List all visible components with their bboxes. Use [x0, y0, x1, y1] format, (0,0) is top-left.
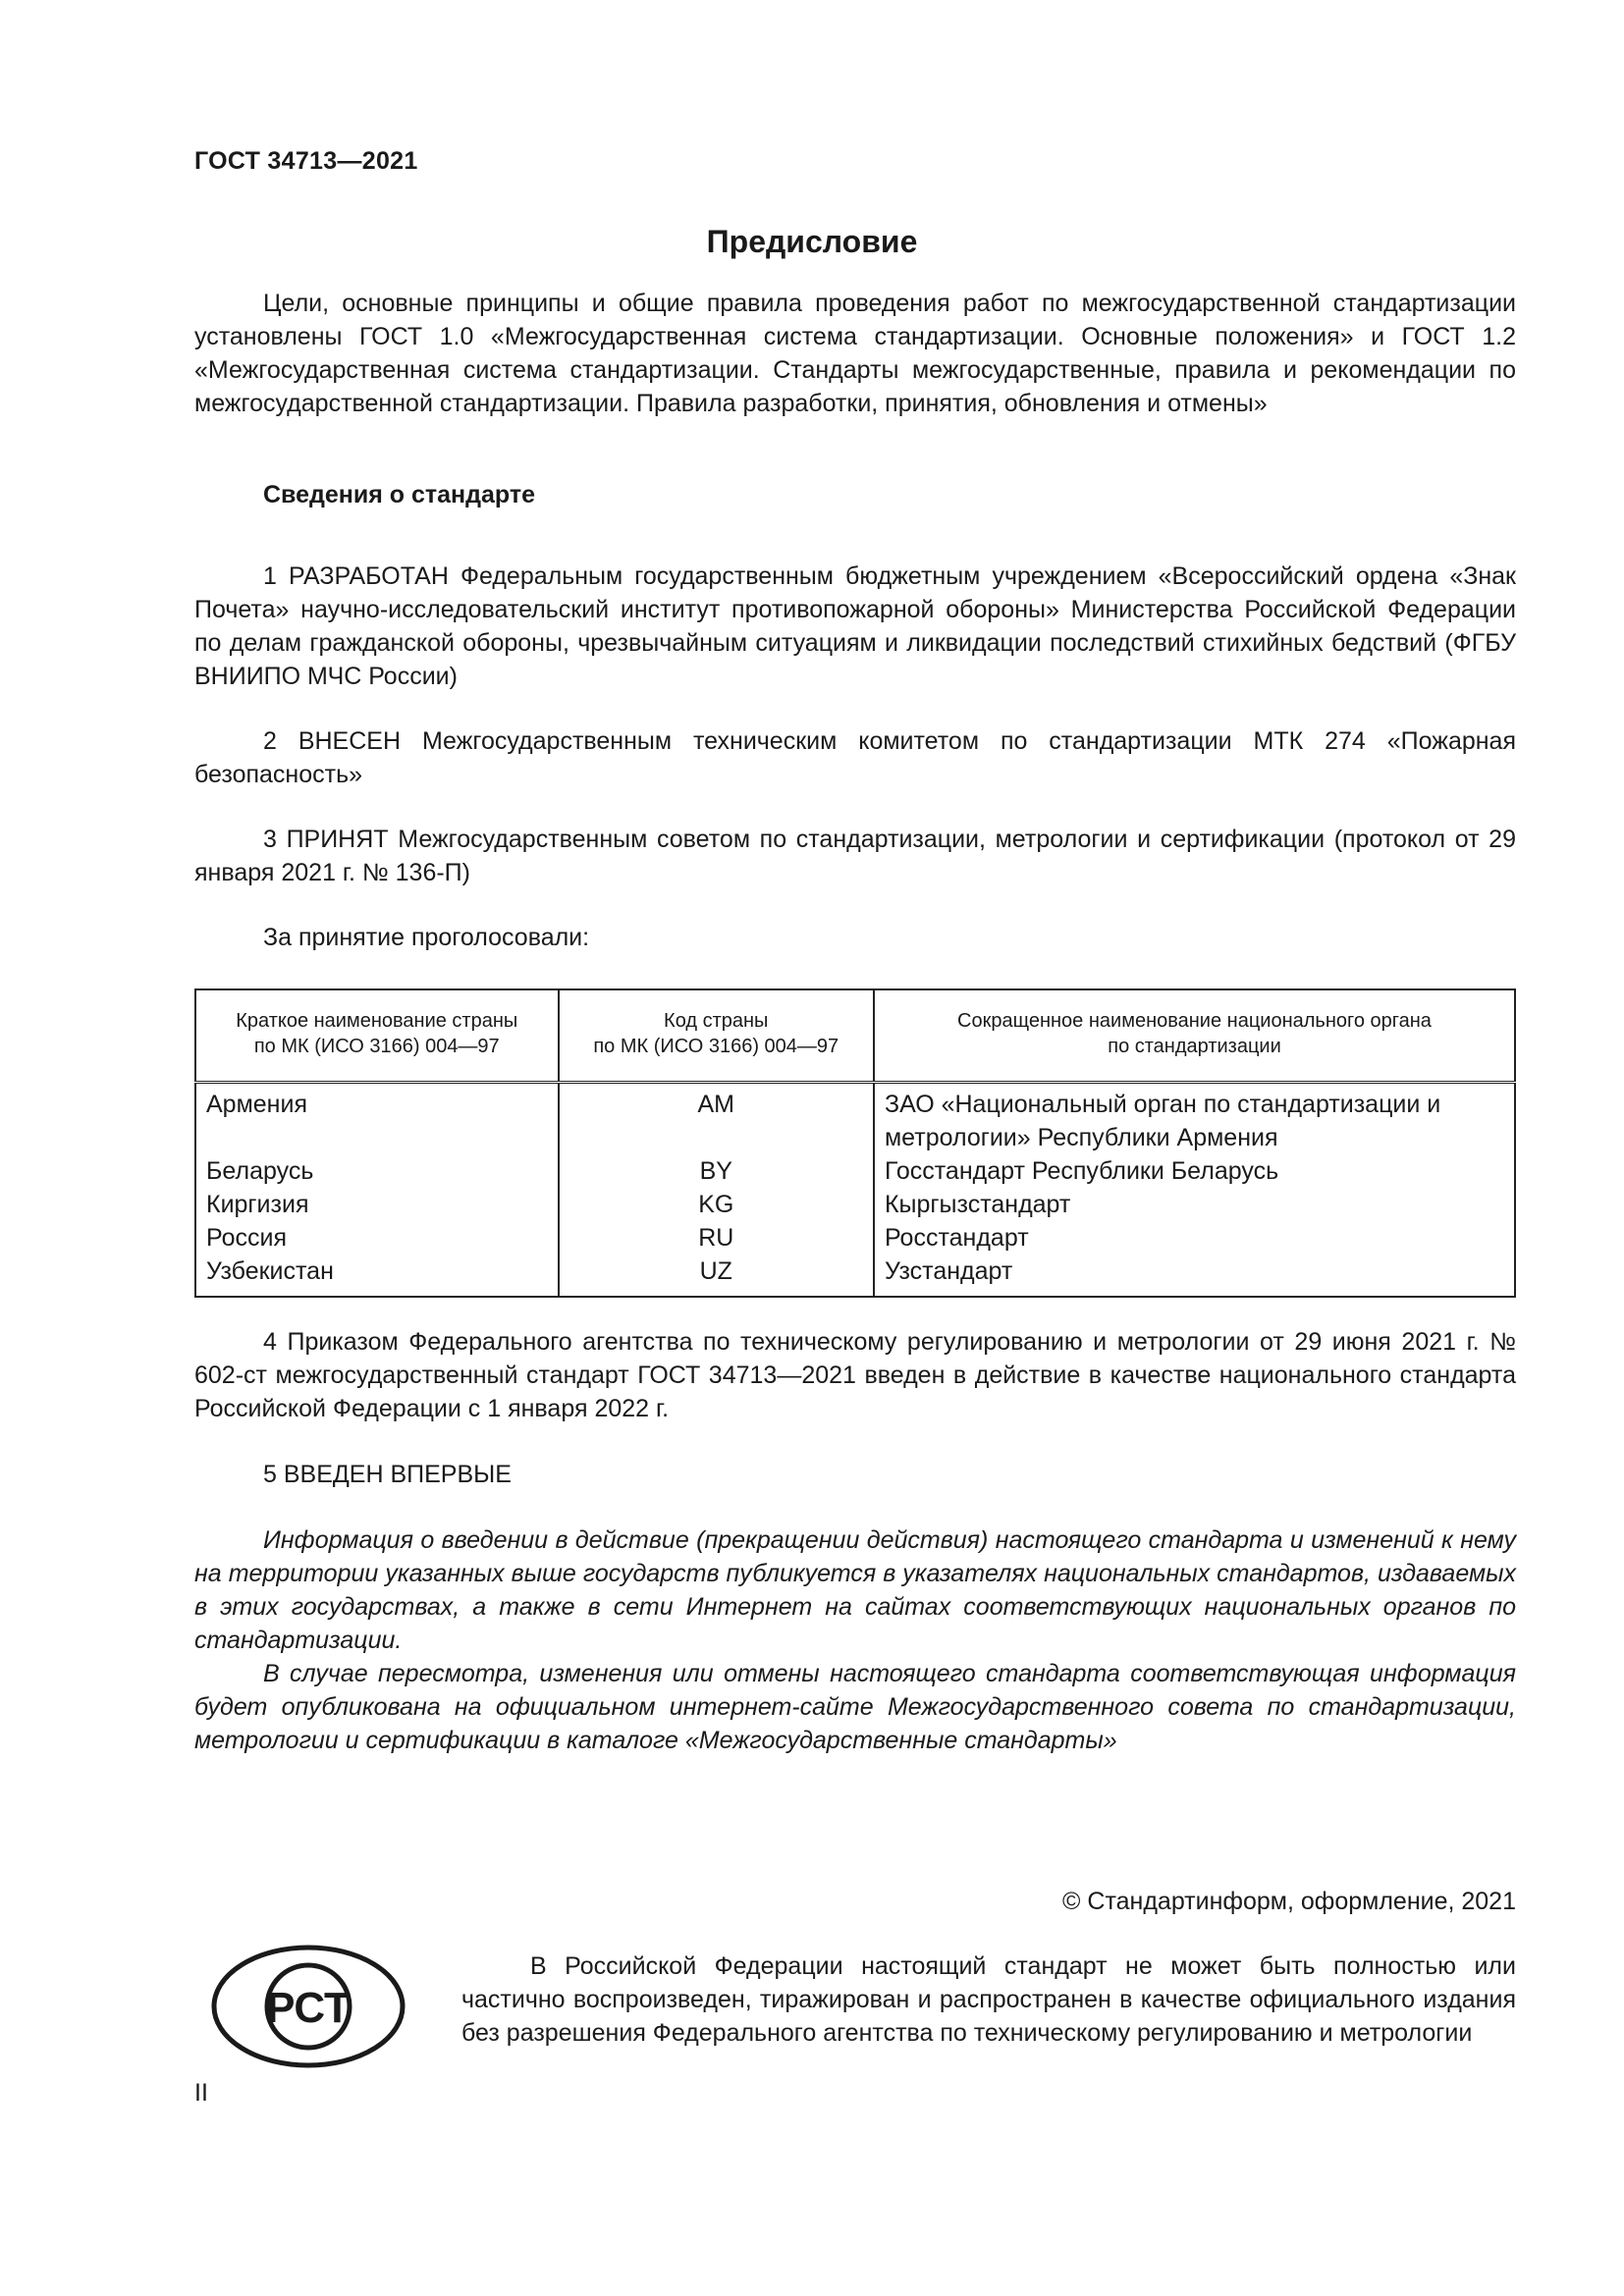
document-code: ГОСТ 34713—2021 [194, 147, 418, 175]
table-row [195, 1255, 1515, 1297]
header-country-code: Код страны по МК (ИСО 3166) 004—97 [559, 989, 874, 1083]
item-1-paragraph: 1 РАЗРАБОТАН Федеральным государственным бюджетным учреждением «Всероссийский ордена «Знак Почета» научно-исследовательский институт противопожарной обороны» Министерства Российской Федерации по делам гражданской обороны, чрезвычайным ситуациям и ликвидации последствий стихийных бедствий (ФГБУ ВНИИПО МЧС России) [194, 562, 1516, 690]
revision-note: В случае пересмотра, изменения или отмены настоящего стандарта соответствующая информация будет опубликована на официальном интернет-сайте Межгосударственного совета по стандартизации, метрологии и сертификации в каталоге «Межгосударственные стандарты» [194, 1660, 1516, 1754]
code-cell: AM [559, 1083, 874, 1155]
country-cell: Россия [195, 1221, 559, 1255]
item-2-paragraph: 2 ВНЕСЕН Межгосударственным техническим комитетом по стандартизации МТК 274 «Пожарная безопасность» [194, 727, 1516, 788]
page-number: II [194, 2079, 208, 2107]
body-cell: Кыргызстандарт [874, 1188, 1515, 1221]
body-cell: ЗАО «Национальный орган по стандартизации и метрологии» Республики Армения [874, 1083, 1515, 1155]
intro-paragraph: Цели, основные принципы и общие правила проведения работ по межгосударственной стандартизации установлены ГОСТ 1.0 «Межгосударственная система стандартизации. Основные положения» и ГОСТ 1.2 «Межгосударственная система стандартизации. Стандарты межгосударственные, правила и рекомендации по межгосударственной стандартизации. Правила разработки, принятия, обновления и отмены» [194, 290, 1516, 417]
table-header-row [195, 989, 1515, 1083]
body-cell: Росстандарт [874, 1221, 1515, 1255]
table-row [195, 1221, 1515, 1255]
item-3-paragraph: 3 ПРИНЯТ Межгосударственным советом по стандартизации, метрологии и сертификации (протокол от 29 января 2021 г. № 136-П) [194, 826, 1516, 886]
rst-logo-icon [210, 1944, 406, 2069]
body-cell: Госстандарт Республики Беларусь [874, 1154, 1515, 1188]
legal-notice: В Российской Федерации настоящий стандарт не может быть полностью или частично воспроизведен, тиражирован и распространен в качестве официального издания без разрешения Федерального агентства по техническому регулированию и метрологии [461, 1952, 1516, 2047]
page-title: Предисловие [706, 224, 918, 259]
country-cell: Армения [195, 1083, 559, 1155]
code-cell: RU [559, 1221, 874, 1255]
body-cell: Узстандарт [874, 1255, 1515, 1297]
voting-table [194, 988, 1516, 1298]
section-heading: Сведения о стандарте [263, 481, 536, 508]
header-national-body: Сокращенное наименование национального органа по стандартизации [874, 989, 1515, 1083]
header-country-name: Краткое наименование страны по МК (ИСО 3166) 004—97 [195, 989, 559, 1083]
country-cell: Узбекистан [195, 1255, 559, 1297]
table-row [195, 1154, 1515, 1188]
country-cell: Беларусь [195, 1154, 559, 1188]
item-5-paragraph: 5 ВВЕДЕН ВПЕРВЫЕ [263, 1461, 512, 1488]
table-row [195, 1188, 1515, 1221]
table-row [195, 1083, 1515, 1155]
code-cell: KG [559, 1188, 874, 1221]
logo-lettering: РСТ [266, 1984, 351, 2032]
code-cell: BY [559, 1154, 874, 1188]
item-4-paragraph: 4 Приказом Федерального агентства по техническому регулированию и метрологии от 29 июня 2021 г. № 602-ст межгосударственный стандарт ГОСТ 34713—2021 введен в действие в качестве национального стандарта Российской Федерации с 1 января 2022 г. [194, 1328, 1516, 1422]
info-note: Информация о введении в действие (прекращении действия) настоящего стандарта и изменений к нему на территории указанных выше государств публикуется в указателях национальных стандартов, издаваемых в этих государствах, а также в сети Интернет на сайтах соответствующих национальных органов по стандартизации. [194, 1526, 1516, 1654]
copyright-line: © Стандартинформ, оформление, 2021 [1062, 1888, 1516, 1915]
code-cell: UZ [559, 1255, 874, 1297]
voted-label: За принятие проголосовали: [263, 924, 590, 951]
country-cell: Киргизия [195, 1188, 559, 1221]
